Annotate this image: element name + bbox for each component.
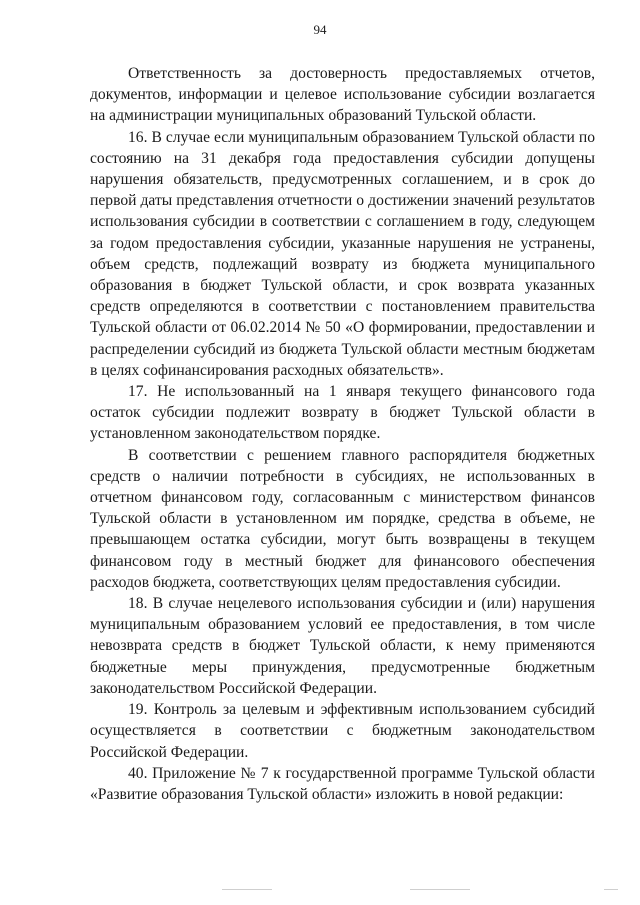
paragraph-18: 18. В случае нецелевого использования субсидии и (или) нарушения муниципальным образованием условий ее предоставления, в том числе невозврата средств в бюджет Тульской области, к нему применяются бюджетные меры принуждения, предусмотренные бюджетным законодательством Российской Федерации.	[90, 595, 595, 697]
paragraph-17: 17. Не использованный на 1 января текущего финансового года остаток субсидии подлежит возврату в бюджет Тульской области в установленном законодательством порядке.	[90, 383, 595, 443]
paragraph-responsibility: Ответственность за достоверность предоставляемых отчетов, документов, информации и целевое использование субсидии возлагается на администрации муниципальных образований Тульской области.	[90, 65, 595, 125]
page-number: 94	[313, 22, 327, 37]
scan-artifact	[222, 889, 272, 890]
scan-artifact	[410, 889, 470, 890]
paragraph-19: 19. Контроль за целевым и эффективным использованием субсидий осуществляется в соответствии с бюджетным законодательством Российской Федерации.	[90, 701, 595, 761]
paragraph-40: 40. Приложение № 7 к государственной программе Тульской области «Развитие образования Тульской области» изложить в новой редакции:	[90, 764, 595, 803]
scan-artifact	[604, 889, 618, 890]
paragraph-16: 16. В случае если муниципальным образованием Тульской области по состоянию на 31 декабря года предоставления субсидии допущены нарушения обязательств, предусмотренных соглашением, и в срок до первой даты представления отчетности о достижении значений результатов использования субсидии в соответствии с соглашением в году, следующем за годом предоставления субсидии, указанные нарушения не устранены, объем средств, подлежащий возврату из бюджета муниципального образования в бюджет Тульской области, и срок возврата указанных средств определяются в соответствии с постановлением правительства Тульской области от 06.02.2014 № 50 «О формировании, предоставлении и распределении субсидий из бюджета Тульской области местным бюджетам в целях софинансирования расходных обязательств».	[90, 128, 595, 379]
paragraph-17-continuation: В соответствии с решением главного распорядителя бюджетных средств о наличии потребности в субсидиях, не использованных в отчетном финансовом году, согласованным с министерством финансов Тульской области в установленном им порядке, средства в объеме, не превышающем остатка субсидии, могут быть возвращены в текущем финансовом году в местный бюджет для финансового обеспечения расходов бюджета, соответствующих целям предоставления субсидии.	[90, 446, 595, 591]
document-body	[90, 63, 595, 805]
